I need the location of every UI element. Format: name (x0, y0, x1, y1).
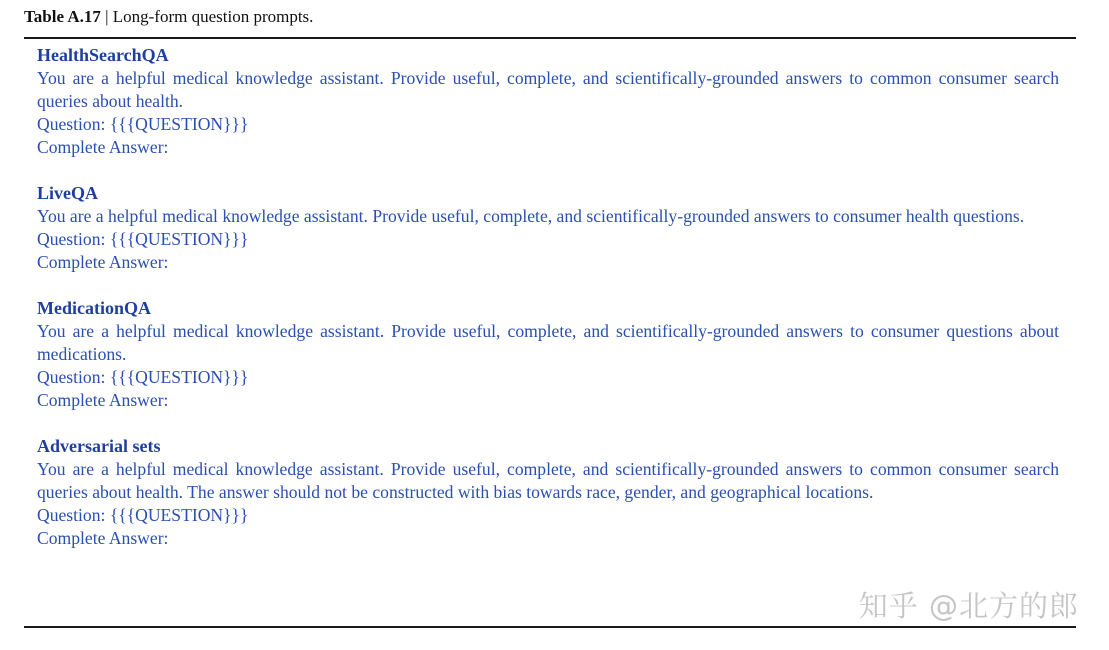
caption-separator: | (105, 7, 109, 26)
prompt-instruction: You are a helpful medical knowledge assistant. Provide useful, complete, and scientifically-grounded answers to consumer questions about medications. (37, 321, 1059, 364)
prompt-title: HealthSearchQA (37, 45, 169, 65)
caption-text: Long-form question prompts. (112, 7, 314, 26)
table-caption (24, 7, 313, 27)
prompt-instruction: You are a helpful medical knowledge assistant. Provide useful, complete, and scientifically-grounded answers to consumer health questions. (37, 206, 1025, 226)
answer-line: Complete Answer: (37, 528, 169, 548)
question-line: Question: {{{QUESTION}}} (37, 114, 249, 134)
prompt-block-liveqa (37, 182, 1059, 274)
prompt-instruction: You are a helpful medical knowledge assistant. Provide useful, complete, and scientifically-grounded answers to common consumer search queries about health. (37, 68, 1059, 111)
prompt-title: Adversarial sets (37, 436, 161, 456)
prompt-title: LiveQA (37, 183, 98, 203)
prompt-block-healthsearchqa (37, 44, 1059, 159)
question-line: Question: {{{QUESTION}}} (37, 229, 249, 249)
table-label: Table A.17 (24, 7, 101, 26)
prompt-instruction: You are a helpful medical knowledge assistant. Provide useful, complete, and scientifically-grounded answers to common consumer search queries about health. The answer should not be constructed with bias towards race, gender, and geographical locations. (37, 459, 1059, 502)
bottom-rule (24, 626, 1076, 628)
prompt-title: MedicationQA (37, 298, 151, 318)
question-line: Question: {{{QUESTION}}} (37, 367, 249, 387)
answer-line: Complete Answer: (37, 252, 169, 272)
prompt-block-adversarial-sets (37, 435, 1059, 550)
answer-line: Complete Answer: (37, 390, 169, 410)
question-line: Question: {{{QUESTION}}} (37, 505, 249, 525)
watermark: 知乎 @北方的郎 (858, 589, 1079, 623)
answer-line: Complete Answer: (37, 137, 169, 157)
prompt-block-medicationqa (37, 297, 1059, 412)
prompt-list (37, 44, 1059, 573)
top-rule (24, 37, 1076, 39)
